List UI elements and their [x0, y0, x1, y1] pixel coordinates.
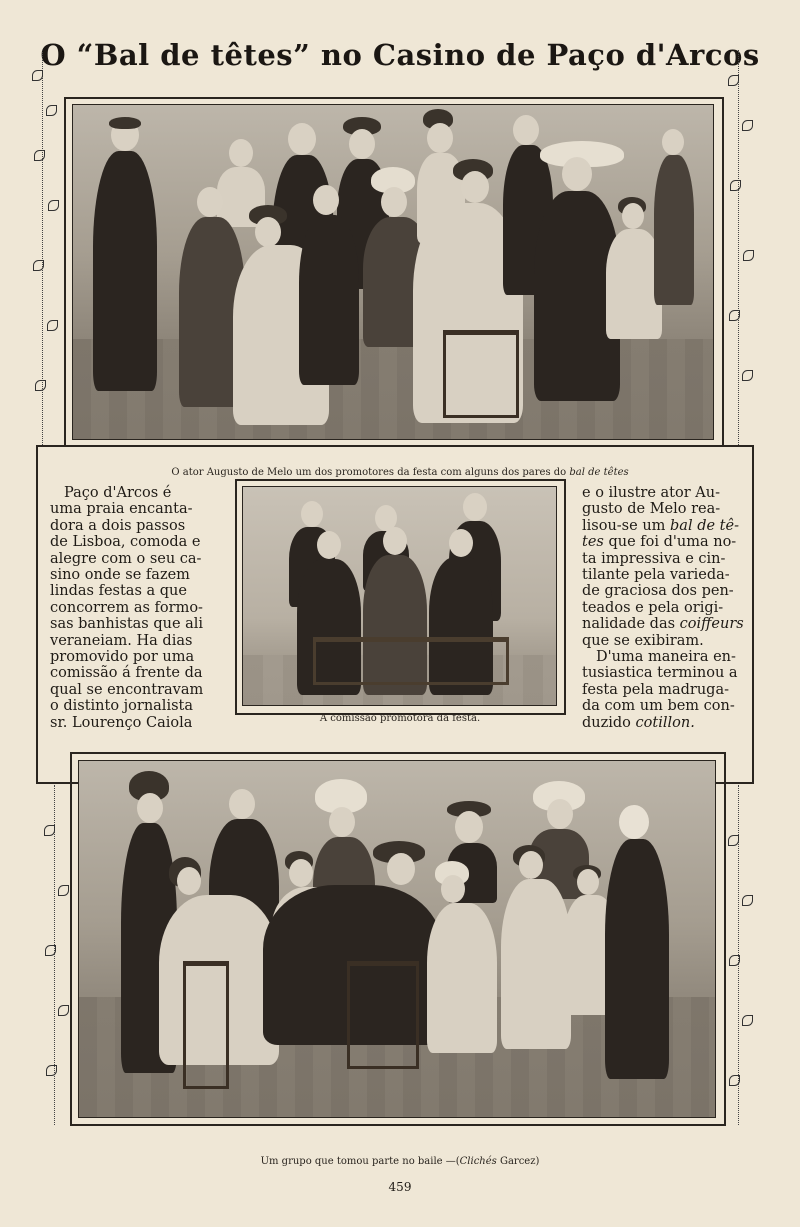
- right-line-text: lisou-se um: [582, 517, 666, 534]
- right-line: D'uma maneira en-: [596, 649, 736, 666]
- left-line: sr. Lourenço Caiola: [50, 714, 193, 731]
- bottom-caption-italic: Clichés: [459, 1156, 497, 1167]
- floral-border-left-top: [30, 50, 66, 445]
- left-line: uma praia encanta-: [50, 501, 193, 518]
- left-text-column: [50, 485, 212, 731]
- right-line-text: duzido: [582, 714, 631, 731]
- left-line: Paço d'Arcos é: [64, 485, 172, 501]
- top-photo: [72, 104, 714, 440]
- bottom-caption-suffix: Garcez): [496, 1156, 540, 1167]
- right-line-italic: tes: [582, 534, 604, 551]
- top-caption-italic: bal de têtes: [569, 467, 629, 478]
- left-line: alegre com o seu ca-: [50, 550, 202, 567]
- right-line: de graciosa dos pen-: [582, 583, 734, 600]
- left-line: veraneiam. Ha dias: [50, 632, 193, 649]
- right-line: ta impressiva e cin-: [582, 550, 726, 567]
- left-line: sino onde se fazem: [50, 567, 190, 584]
- middle-photo: [242, 486, 557, 706]
- page-title: O “Bal de têtes” no Casino de Paço d'Arcos: [40, 38, 760, 72]
- left-line: dora a dois passos: [50, 517, 186, 534]
- bottom-photo-caption: [100, 1156, 700, 1167]
- right-line: tilante pela varieda-: [582, 567, 730, 584]
- page-number: 459: [388, 1180, 412, 1194]
- right-line: teados e pela origi-: [582, 599, 724, 616]
- left-line: sas banhistas que ali: [50, 616, 204, 633]
- right-line: da com um bem con-: [582, 698, 735, 715]
- top-caption-text: O ator Augusto de Melo um dos promotores da festa com alguns dos pares do: [171, 467, 567, 478]
- bottom-caption-text: Um grupo que tomou parte no baile —(: [260, 1156, 460, 1167]
- right-line: [582, 616, 744, 632]
- right-line: tusiastica terminou a: [582, 665, 738, 682]
- middle-photo-caption: A comissão promotora da festa.: [319, 713, 481, 724]
- right-line: e o ilustre ator Au-: [582, 485, 720, 501]
- left-line: comissão á frente da: [50, 665, 203, 682]
- top-photo-caption: [80, 467, 720, 478]
- right-line-italic: bal de tê-: [670, 517, 739, 534]
- left-line: o distinto jornalista: [50, 698, 193, 715]
- right-line-italic: cotillon.: [635, 714, 695, 731]
- right-line: festa pela madruga-: [582, 681, 729, 698]
- right-line: gusto de Melo rea-: [582, 501, 721, 518]
- bottom-photo: [78, 760, 716, 1118]
- right-line: que se exibiram.: [582, 632, 704, 649]
- left-line: qual se encontravam: [50, 681, 204, 698]
- right-line: [582, 518, 744, 534]
- left-line: concorrem as formo-: [50, 599, 203, 616]
- right-text-column: [582, 485, 744, 731]
- left-line: lindas festas a que: [50, 583, 187, 600]
- right-line-italic: coiffeurs: [679, 616, 744, 633]
- right-line-text: que foi d'uma no-: [603, 534, 737, 551]
- left-line: de Lisboa, comoda e: [50, 534, 201, 551]
- left-line: promovido por uma: [50, 649, 195, 666]
- right-line: [582, 715, 744, 731]
- right-line: [582, 534, 744, 550]
- right-line-text: nalidade das: [582, 616, 676, 633]
